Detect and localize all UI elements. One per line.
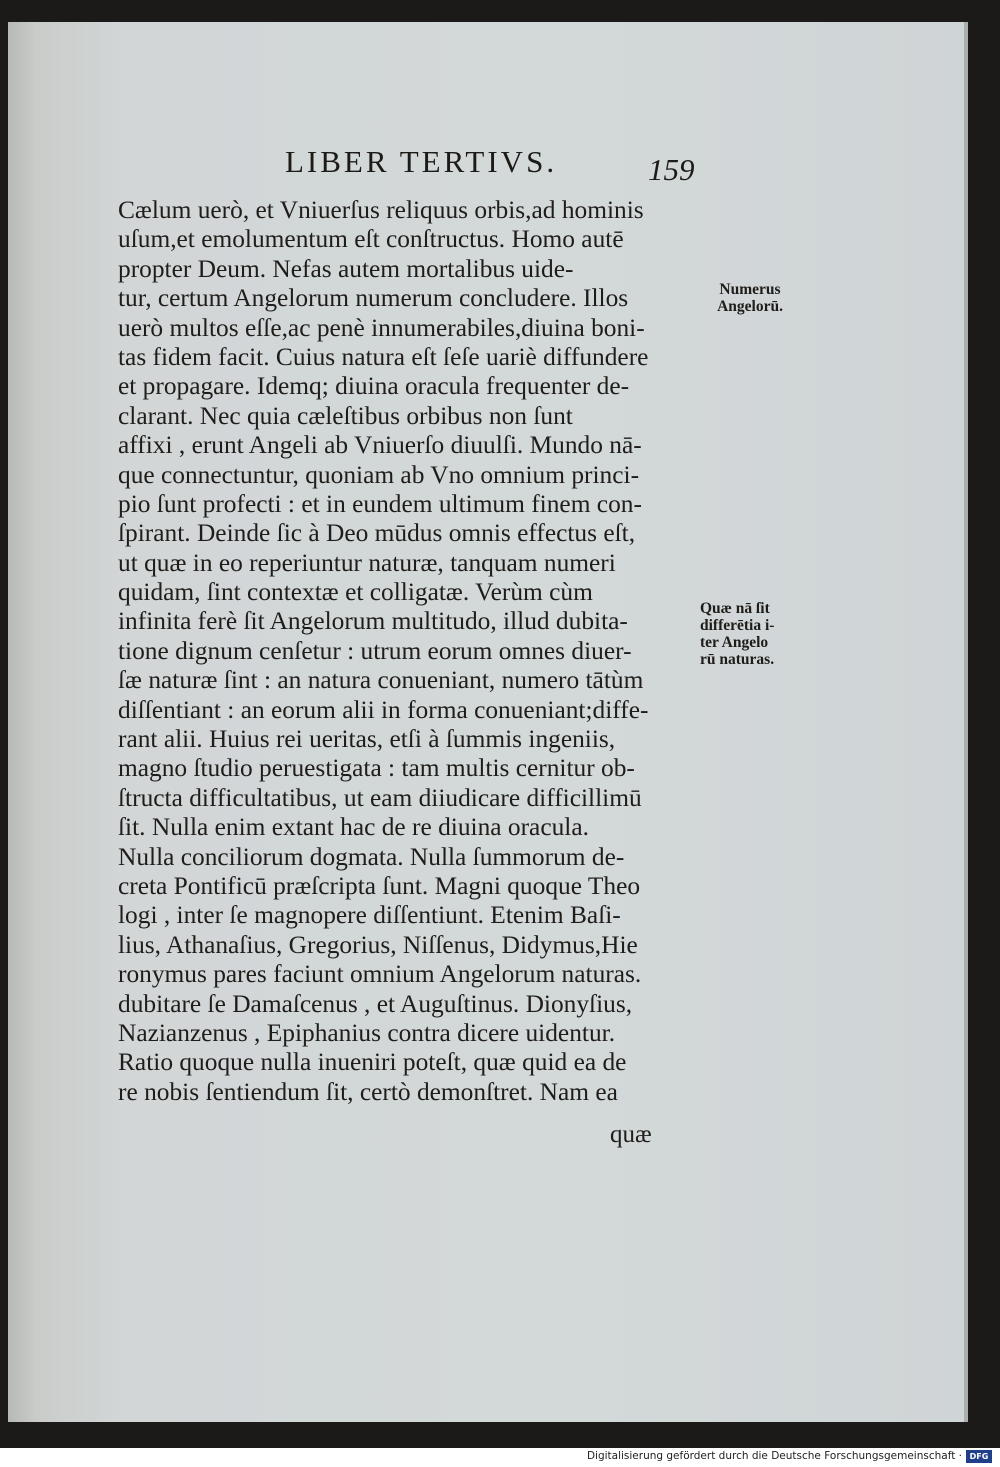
text-line: re nobis ſentiendum ſit, certò demonſtret. Nam ea: [118, 1077, 618, 1106]
text-line: creta Pontificū præſcripta ſunt. Magni quoque Theo: [118, 871, 641, 900]
text-line: clarant. Nec quia cæleſtibus orbibus non ſunt: [118, 401, 573, 430]
text-line: Nulla conciliorum dogmata. Nulla ſummorum de-: [118, 842, 625, 871]
text-line: Nazianzenus , Epiphanius contra dicere uidentur.: [118, 1018, 616, 1047]
catchword: quæ: [610, 1121, 652, 1148]
marginal-note-differentia: [700, 600, 795, 668]
text-line: lius, Athanaſius, Gregorius, Niſſenus, Didymus,Hie: [118, 930, 638, 959]
dfg-logo-icon: DFG: [966, 1450, 992, 1463]
marginal-note-line: Angelorū.: [717, 298, 783, 315]
text-line: et propagare. Idemq; diuina oracula frequenter de-: [118, 372, 630, 401]
footer-bar: [0, 1448, 1000, 1467]
text-line: propter Deum. Nefas autem mortalibus uide-: [118, 254, 574, 283]
text-line: logi , inter ſe magnopere diſſentiunt. Etenim Baſi-: [118, 901, 621, 930]
text-line: affixi , erunt Angeli ab Vniuerſo diuulſi. Mundo nā-: [118, 431, 642, 460]
text-line: tur, certum Angelorum numerum concludere. Illos: [118, 284, 629, 313]
marginal-note-line: rū naturas.: [700, 651, 775, 668]
text-line: que connectuntur, quoniam ab Vno omnium princi-: [118, 460, 640, 489]
text-line: uerò multos eſſe,ac penè innumerabiles,diuina boni-: [118, 313, 645, 342]
text-line: diſſentiant : an eorum alii in forma conueniant;diffe-: [118, 695, 649, 724]
main-text-block: [118, 196, 700, 1107]
text-line: infinita ferè ſit Angelorum multitudo, illud dubita-: [118, 607, 628, 636]
text-line: ſpirant. Deinde ſic à Deo mūdus omnis effectus eſt,: [118, 519, 636, 548]
text-line: ſtructa difficultatibus, ut eam diiudicare difficillimū: [118, 783, 642, 812]
text-line: tione dignum cenſetur : utrum eorum omnes diuer-: [118, 636, 632, 665]
text-line: ut quæ in eo reperiuntur naturæ, tanquam numeri: [118, 548, 616, 577]
marginal-note-line: differētia i-: [700, 617, 775, 634]
text-line: pio ſunt profecti : et in eundem ultimum finem con-: [118, 489, 642, 518]
text-line: ronymus pares faciunt omnium Angelorum naturas.: [118, 960, 642, 989]
running-head: LIBER TERTIVS.: [285, 144, 558, 179]
page-number: 159: [648, 152, 695, 187]
marginal-note-line: Quæ nā ſit: [700, 600, 770, 617]
text-line: quidam, ſint contextæ et colligatæ. Verùm cùm: [118, 578, 593, 607]
page-edge: [964, 22, 968, 1422]
text-line: ſit. Nulla enim extant hac de re diuina oracula.: [118, 813, 589, 842]
funding-credit: Digitalisierung gefördert durch die Deutsche Forschungsgemeinschaft ·: [586, 1450, 962, 1462]
marginal-note-line: ter Angelo: [700, 634, 769, 651]
text-line: tas fidem facit. Cuius natura eſt ſeſe uariè diffundere: [118, 342, 649, 371]
text-line: ſæ naturæ ſint : an natura conueniant, numero tātùm: [118, 666, 644, 695]
text-line: Cælum uerò, et Vniuerſus reliquus orbis,ad hominis: [118, 196, 644, 224]
marginal-note-numerus: [700, 281, 800, 315]
marginal-note-line: Numerus: [719, 281, 781, 298]
text-line: Ratio quoque nulla inueniri poteſt, quæ quid ea de: [118, 1048, 627, 1077]
text-line: uſum,et emolumentum eſt conſtructus. Homo autē: [118, 225, 624, 254]
text-line: rant alii. Huius rei ueritas, etſi à ſummis ingeniis,: [118, 725, 616, 754]
text-line: dubitare ſe Damaſcenus , et Auguſtinus. Dionyſius,: [118, 989, 633, 1018]
text-line: magno ſtudio peruestigata : tam multis cernitur ob-: [118, 754, 635, 783]
